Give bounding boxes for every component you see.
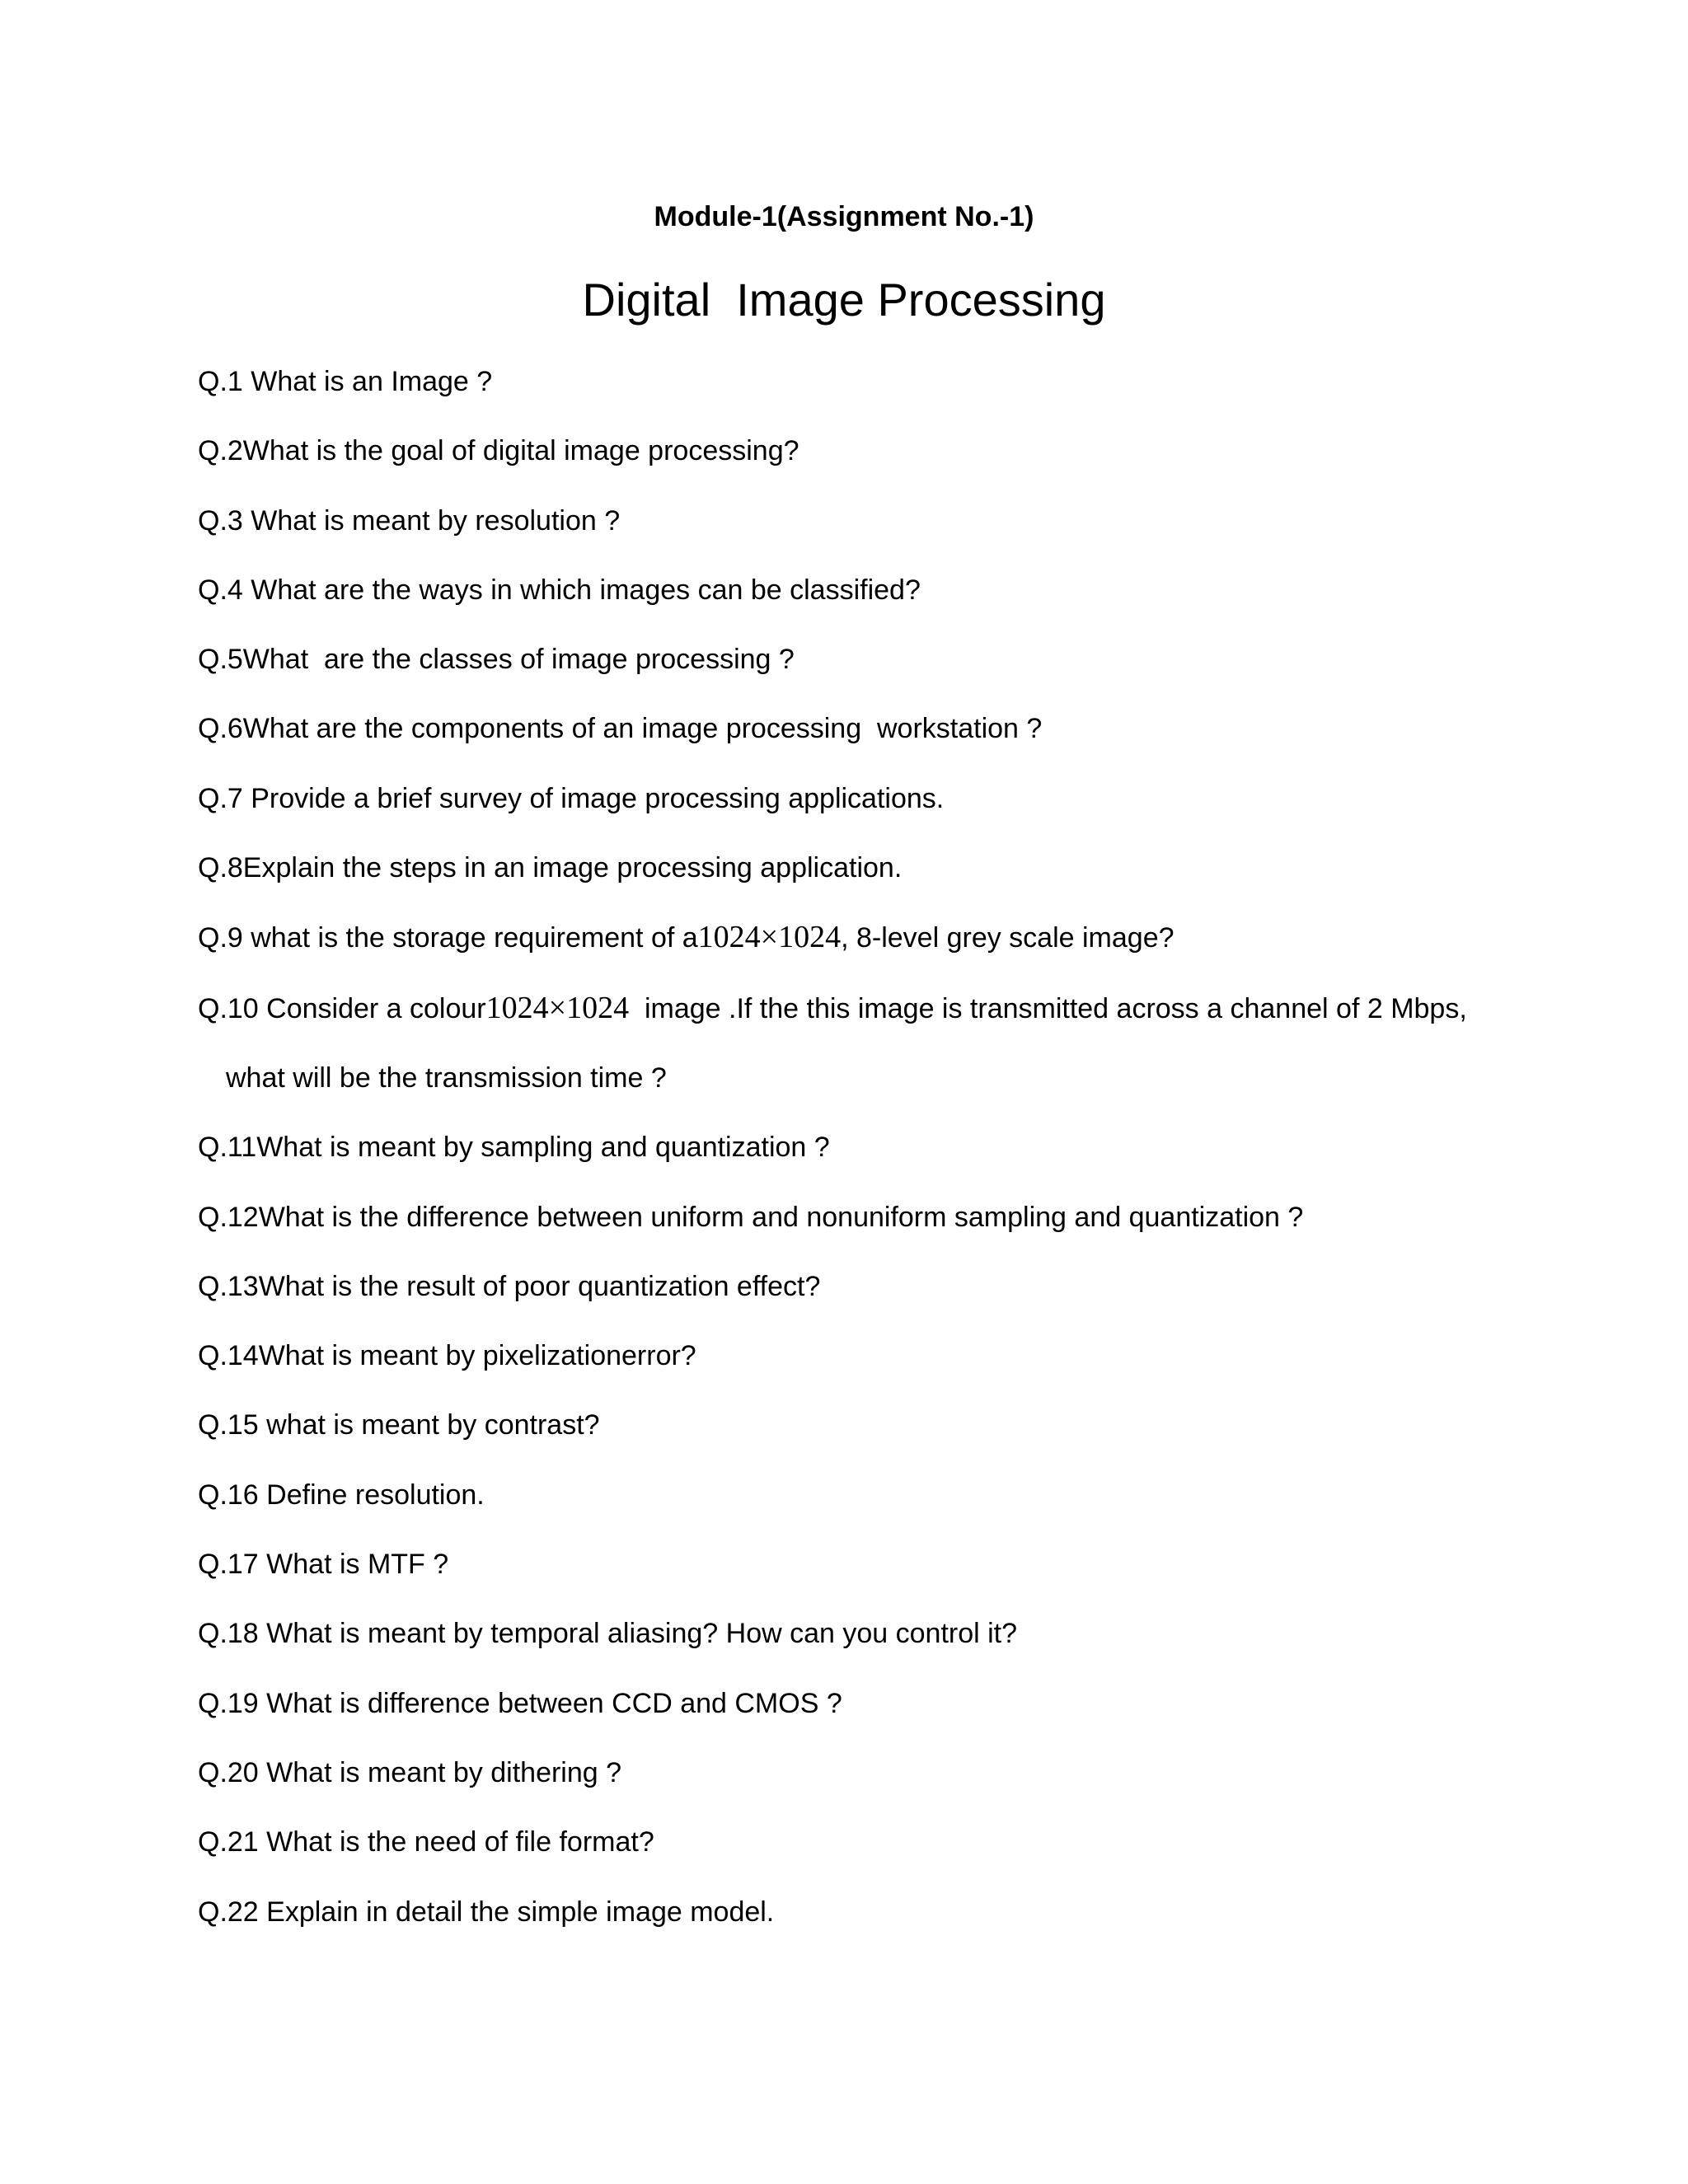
question-5: Q.5What are the classes of image processing ? [198, 644, 795, 676]
question-list [198, 361, 1550, 1961]
question-12: Q.12What is the difference between uniform and nonuniform sampling and quantization ? [198, 1201, 1304, 1233]
question-10-text-start: Q.10 Consider a colour [198, 992, 486, 1024]
question-20: Q.20 What is meant by dithering ? [198, 1756, 622, 1788]
question-10-math: 1024×1024 [485, 990, 630, 1025]
question-18: Q.18 What is meant by temporal aliasing? How can you control it? [198, 1618, 1018, 1650]
question-9-text-end: , 8-level grey scale image? [841, 922, 1175, 954]
question-1: Q.1 What is an Image ? [198, 366, 493, 397]
question-6: Q.6What are the components of an image processing workstation ? [198, 713, 1043, 745]
question-7: Q.7 Provide a brief survey of image processing applications. [198, 782, 945, 814]
question-9-text-start: Q.9 what is the storage requirement of a [198, 922, 698, 954]
question-10-continuation: what will be the transmission time ? [226, 1062, 667, 1094]
document-title: Digital Image Processing [582, 274, 1106, 326]
question-17: Q.17 What is MTF ? [198, 1549, 449, 1581]
question-8: Q.8Explain the steps in an image processing application. [198, 852, 903, 884]
question-2: Q.2What is the goal of digital image processing? [198, 435, 799, 467]
question-14: Q.14What is meant by pixelizationerror? [198, 1340, 696, 1372]
question-3: Q.3 What is meant by resolution ? [198, 504, 621, 537]
question-19: Q.19 What is difference between CCD and CMOS ? [198, 1687, 842, 1719]
question-22: Q.22 Explain in detail the simple image model. [198, 1896, 775, 1928]
question-4: Q.4 What are the ways in which images can be classified? [198, 574, 921, 606]
assignment-subtitle: Module-1(Assignment No.-1) [654, 201, 1034, 232]
question-9 [198, 916, 1550, 958]
question-16: Q.16 Define resolution. [198, 1479, 485, 1511]
question-21: Q.21 What is the need of file format? [198, 1826, 654, 1858]
question-13: Q.13What is the result of poor quantization effect? [198, 1270, 821, 1302]
question-9-math: 1024×1024 [697, 920, 842, 955]
question-10-text-end: image .If the this image is transmitted across a channel of 2 Mbps, [629, 992, 1467, 1024]
question-11: Q.11What is meant by sampling and quantization ? [198, 1132, 830, 1164]
question-15: Q.15 what is meant by contrast? [198, 1409, 600, 1441]
question-10 [198, 987, 1550, 1099]
